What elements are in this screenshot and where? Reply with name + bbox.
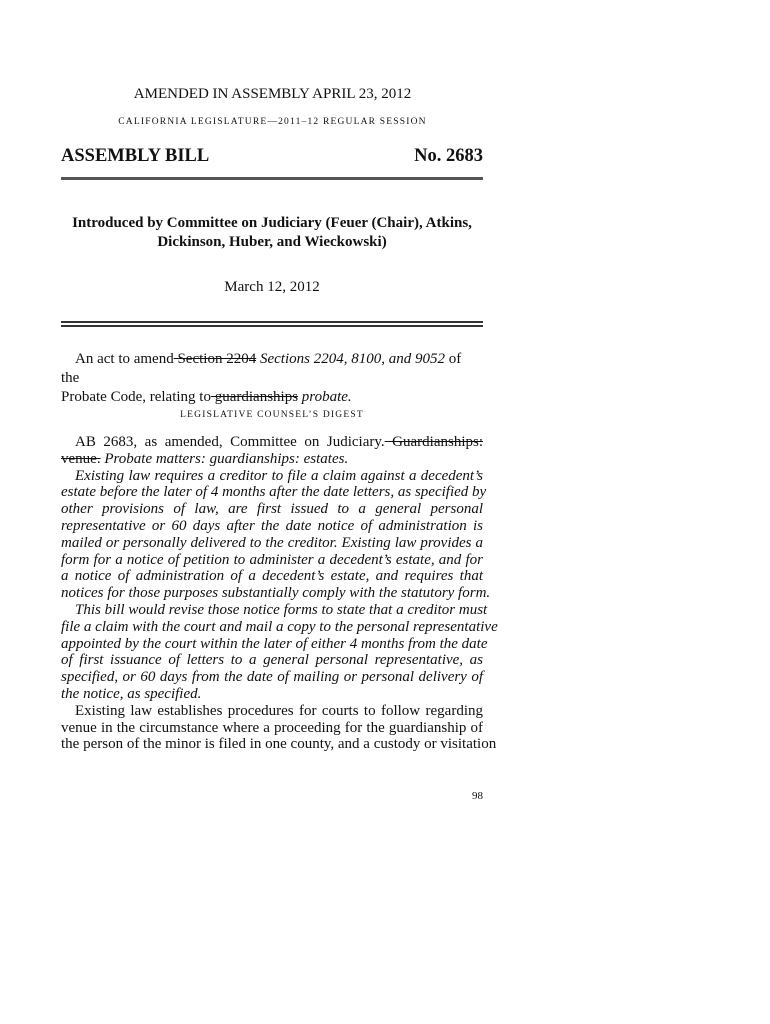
introduced-by-line-2: Dickinson, Huber, and Wieckowski) (157, 234, 387, 250)
act-title-line-1 (61, 350, 483, 388)
digest-p3-line-1: This bill would revise those notice forms to state that a creditor must (75, 601, 488, 618)
act-inserted-probate: probate. (298, 389, 352, 405)
double-rule-top (61, 321, 483, 323)
bill-number: No. 2683 (414, 146, 483, 166)
act-struck-section: Section 2204 (173, 351, 257, 367)
digest-p3-line-6: the notice, as specified. (61, 685, 202, 702)
introduced-by-line-1: Introduced by Committee on Judiciary (Feuer (Chair), Atkins, (72, 215, 472, 231)
digest-p2-line-1: Existing law requires a creditor to file a claim against a decedent’s (75, 467, 483, 484)
digest-p3-line-3: appointed by the court within the later of either 4 months from the date (61, 635, 488, 652)
digest-p2-line-2: estate before the later of 4 months after the date letters, as specified by (61, 484, 487, 501)
act-title-line-2 (61, 388, 483, 407)
act-line2-prefix: Probate Code, relating to (61, 389, 211, 405)
digest-p1-italic: Probate matters: guardianships: estates. (100, 450, 349, 467)
act-struck-guardianships: guardianships (210, 389, 299, 405)
digest-p2-line-5: mailed or personally delivered to the creditor. Existing law provides a (61, 534, 483, 551)
digest-body (61, 434, 498, 753)
act-title (61, 350, 483, 407)
digest-p1-line-2 (61, 451, 483, 468)
digest-p1-line-1 (61, 434, 483, 451)
digest-p1-struck-b: venue. (61, 450, 101, 467)
digest-p4 (61, 702, 497, 753)
introduced-by (61, 214, 483, 252)
digest-p2 (61, 467, 491, 602)
digest-p4-line-3: the person of the minor is filed in one county, and a custody or visitation (61, 736, 497, 753)
digest-p1-plain: AB 2683, as amended, Committee on Judiciary. (75, 434, 385, 450)
session-line: CALIFORNIA LEGISLATURE—2011–12 REGULAR SESSION (118, 117, 427, 127)
amended-date-line: AMENDED IN ASSEMBLY APRIL 23, 2012 (133, 86, 412, 102)
introduction-date: March 12, 2012 (224, 279, 320, 295)
bill-type: ASSEMBLY BILL (61, 146, 210, 166)
page-number: 98 (472, 790, 483, 802)
double-rule-bottom (61, 325, 483, 327)
digest-p1-struck-a: Guardianships: (384, 434, 484, 450)
digest-p4-line-2: venue in the circumstance where a proceeding for the guardianship of (61, 719, 483, 736)
digest-p2-line-8: notices for those purposes substantially comply with the statutory form. (61, 585, 491, 602)
digest-p2-line-6: form for a notice of petition to administer a decedent’s estate, and for (61, 551, 483, 568)
digest-p4-line-1: Existing law establishes procedures for courts to follow regarding (75, 702, 483, 719)
digest-p2-line-4: representative or 60 days after the date notice of administration is (61, 517, 483, 534)
act-inserted-sections: Sections 2204, 8100, and 9052 (256, 351, 445, 367)
act-middle: of the (61, 351, 462, 386)
digest-p3-line-4: of first issuance of letters to a general personal representative, as (61, 652, 483, 669)
act-prefix: An act to amend (75, 351, 174, 367)
digest-p3-line-5: specified, or 60 days from the date of mailing or personal delivery of (61, 669, 483, 686)
digest-p2-line-3: other provisions of law, are first issued to a general personal (61, 501, 483, 518)
digest-p3 (61, 601, 498, 703)
digest-p3-line-2: file a claim with the court and mail a copy to the personal representative (61, 618, 498, 635)
title-rule (61, 177, 483, 180)
digest-p2-line-7: a notice of administration of a decedent’s estate, and requires that (61, 568, 483, 585)
digest-heading: LEGISLATIVE COUNSEL’S DIGEST (180, 410, 364, 420)
